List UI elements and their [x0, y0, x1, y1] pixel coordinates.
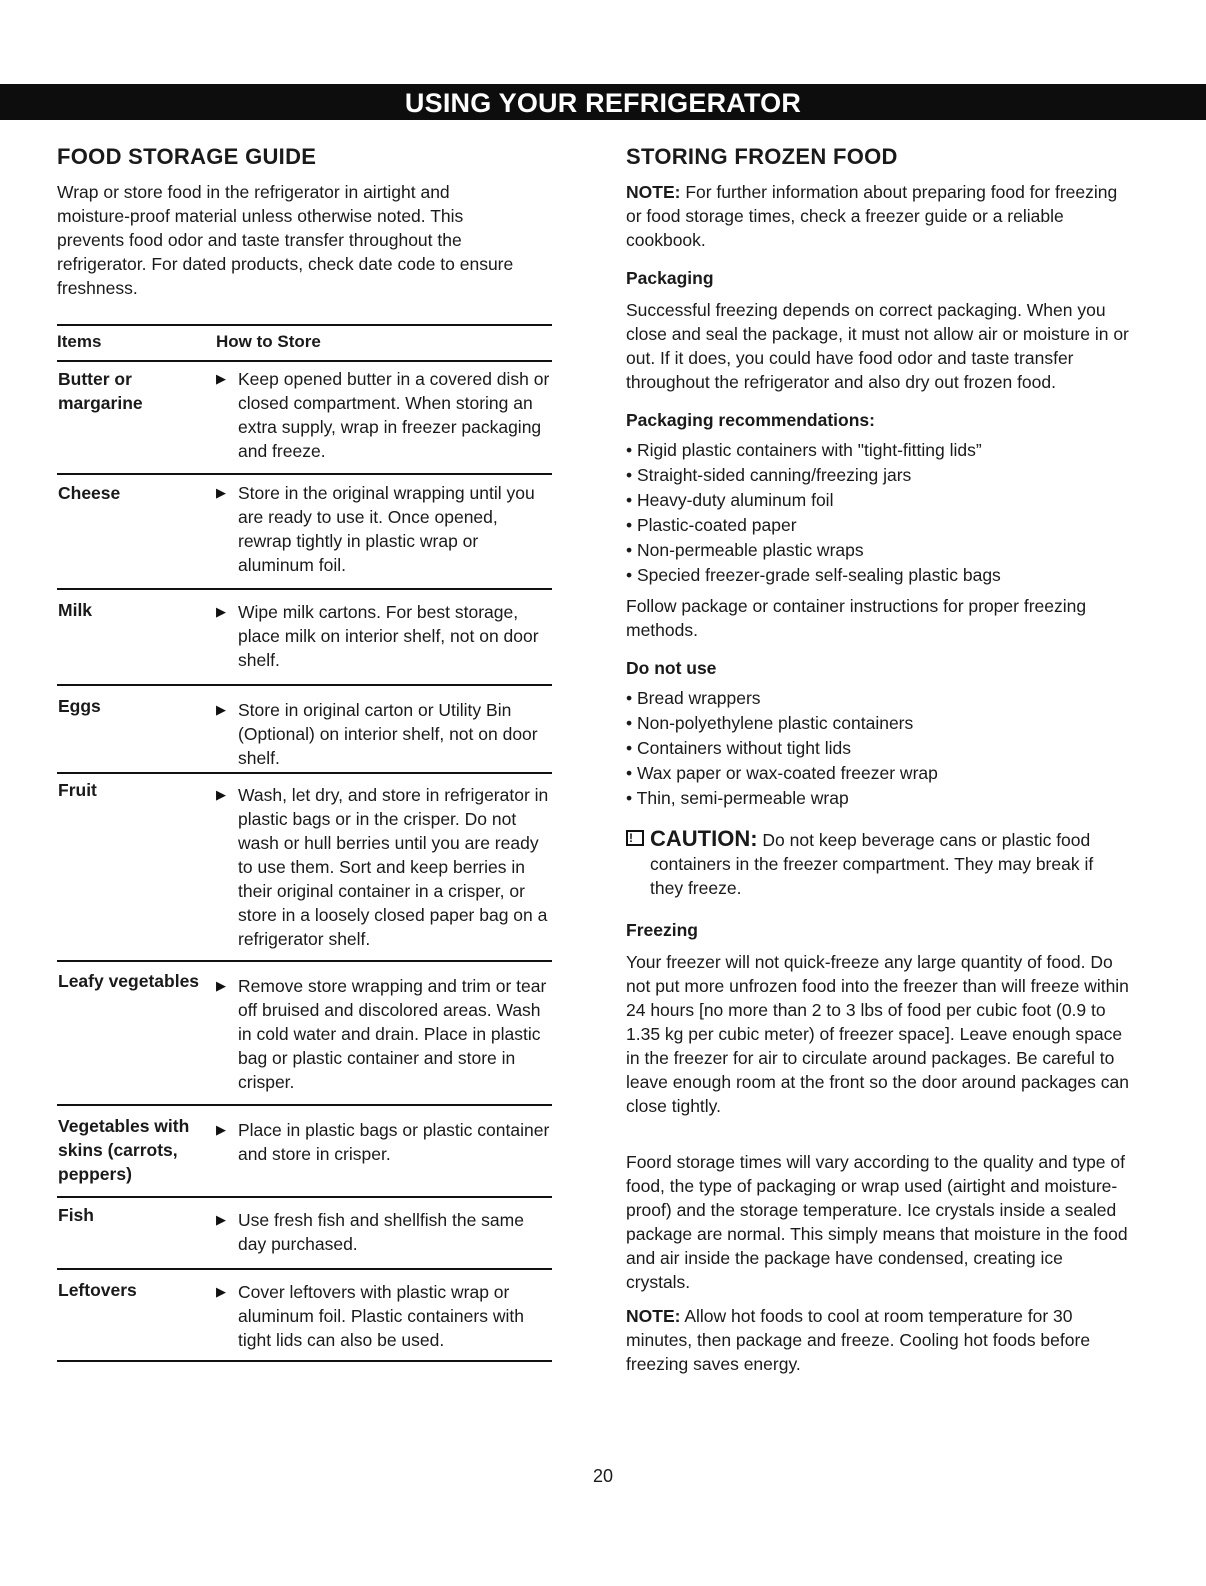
packaging-heading: Packaging	[626, 268, 714, 288]
list-item: • Non-polyethylene plastic containers	[626, 713, 914, 733]
note-text: For further information about preparing food for freezing or food storage times, check a freezer guide or a reliable cookbook.	[626, 182, 1118, 250]
item-name: Cheese	[57, 474, 216, 589]
how-to-store-text: Remove store wrapping and trim or tear off bruised and discolored areas. Wash in cold water and drain. Place in plastic bag or plastic container and store in crisper.	[238, 976, 547, 1092]
item-name: Vegetables with skins (carrots, peppers)	[57, 1105, 216, 1197]
pointer-arrow-icon: ▶	[216, 604, 226, 619]
list-item: • Specied freezer-grade self-sealing plastic bags	[626, 565, 1001, 585]
storage-times-paragraph: Foord storage times will vary according to the quality and type of food, the type of packaging or wrap used (airtight and moisture-proof) and the storage temperature. Ice crystals inside a sealed package are normal. This simply means that moisture in the food and air inside the package have condensed, creating ice crystals.	[626, 1152, 1128, 1292]
table-row	[57, 773, 552, 961]
food-storage-table	[57, 324, 552, 1362]
caution-label: CAUTION:	[650, 826, 758, 851]
table-row	[57, 961, 552, 1105]
how-to-store-text: Use fresh fish and shellfish the same day purchased.	[238, 1210, 524, 1254]
column-header-items: Items	[57, 325, 216, 361]
list-item: • Non-permeable plastic wraps	[626, 540, 864, 560]
note-label: NOTE:	[626, 1306, 681, 1326]
pointer-arrow-icon: ▶	[216, 787, 226, 802]
item-name: Leafy vegetables	[57, 961, 216, 1105]
do-not-use-list	[626, 686, 1131, 811]
table-row	[57, 474, 552, 589]
packaging-paragraph: Successful freezing depends on correct packaging. When you close and seal the package, it must not allow air or moisture in or out. If it does, you could have food odor and taste transfer throughout the refrigerator and also dry out frozen food.	[626, 300, 1129, 392]
note-text: Allow hot foods to cool at room temperature for 30 minutes, then package and freeze. Cooling hot foods before freezing saves energy.	[626, 1306, 1091, 1374]
how-to-store-text: Store in the original wrapping until you are ready to use it. Once opened, rewrap tightly in plastic wrap or aluminum foil.	[238, 483, 535, 575]
pointer-arrow-icon: ▶	[216, 1122, 226, 1137]
how-to-store-text: Place in plastic bags or plastic container and store in crisper.	[238, 1120, 550, 1164]
item-name: Milk	[57, 589, 216, 685]
item-name: Butter or margarine	[57, 361, 216, 474]
list-item: • Rigid plastic containers with "tight-fitting lids”	[626, 440, 982, 460]
caution-text: Do not keep beverage cans or plastic food containers in the freezer compartment. They may break if they freeze.	[650, 830, 1094, 898]
list-item: • Plastic-coated paper	[626, 515, 797, 535]
caution-text-block	[650, 827, 1131, 900]
pointer-arrow-icon: ▶	[216, 978, 226, 993]
how-to-store-text: Store in original carton or Utility Bin (Optional) on interior shelf, not on door shelf.	[238, 700, 538, 768]
packaging-recommendations-heading: Packaging recommendations:	[626, 410, 875, 430]
list-item: • Thin, semi-permeable wrap	[626, 788, 849, 808]
page-number: 20	[592, 1466, 614, 1486]
section-heading: STORING FROZEN FOOD	[626, 144, 898, 169]
table-row	[57, 1269, 552, 1361]
item-name: Fish	[57, 1197, 216, 1269]
recommendations-list	[626, 438, 1131, 588]
pointer-arrow-icon: ▶	[216, 485, 226, 500]
section-heading: FOOD STORAGE GUIDE	[57, 144, 317, 169]
food-storage-guide-section	[57, 142, 552, 1362]
list-item: • Bread wrappers	[626, 688, 761, 708]
freezing-paragraph: Your freezer will not quick-freeze any large quantity of food. Do not put more unfrozen food into the freezer than will freeze within 24 hours [no more than 2 to 3 lbs of food per cubic foot (0.9 to 1.35 kg per cubic meter) of freezer space]. Leave enough space in the freezer for air to circulate around packages. Be careful to leave enough room at the front so the door around packages can close tightly.	[626, 952, 1129, 1116]
freezing-heading: Freezing	[626, 920, 698, 940]
note-paragraph	[626, 1304, 1131, 1376]
item-name: Eggs	[57, 685, 216, 773]
caution-block	[626, 827, 1131, 900]
pointer-arrow-icon: ▶	[216, 1284, 226, 1299]
list-item: • Heavy-duty aluminum foil	[626, 490, 834, 510]
list-item: • Containers without tight lids	[626, 738, 851, 758]
how-to-store-text: Keep opened butter in a covered dish or closed compartment. When storing an extra supply, wrap in freezer packaging and freeze.	[238, 369, 550, 461]
storing-frozen-food-section	[626, 142, 1131, 1376]
how-to-store-text: Wash, let dry, and store in refrigerator in plastic bags or in the crisper. Do not wash or hull berries until you are ready to use them. Sort and keep berries in their original container in a crisper, or store in a loosely closed paper bag on a refrigerator shelf.	[238, 785, 549, 949]
note-label: NOTE:	[626, 182, 681, 202]
note-paragraph	[626, 180, 1131, 252]
table-row	[57, 589, 552, 685]
pointer-arrow-icon: ▶	[216, 1212, 226, 1227]
table-row	[57, 1105, 552, 1197]
pointer-arrow-icon: ▶	[216, 702, 226, 717]
list-item: • Straight-sided canning/freezing jars	[626, 465, 912, 485]
table-row	[57, 685, 552, 773]
how-to-store-text: Cover leftovers with plastic wrap or aluminum foil. Plastic containers with tight lids can also be used.	[238, 1282, 524, 1350]
warning-icon: !	[626, 830, 644, 846]
pointer-arrow-icon: ▶	[216, 371, 226, 386]
item-name: Leftovers	[57, 1269, 216, 1361]
table-row	[57, 1197, 552, 1269]
table-row	[57, 361, 552, 474]
column-header-how-to-store: How to Store	[216, 325, 552, 361]
follow-instructions-paragraph: Follow package or container instructions for proper freezing methods.	[626, 596, 1087, 640]
how-to-store-text: Wipe milk cartons. For best storage, place milk on interior shelf, not on door shelf.	[238, 602, 539, 670]
do-not-use-heading: Do not use	[626, 658, 717, 678]
item-name: Fruit	[57, 773, 216, 961]
list-item: • Wax paper or wax-coated freezer wrap	[626, 763, 938, 783]
page-banner-title: USING YOUR REFRIGERATOR	[0, 84, 1206, 120]
intro-paragraph: Wrap or store food in the refrigerator in airtight and moisture-proof material unless otherwise noted. This prevents food odor and taste transfer throughout the refrigerator. For dated products, check date code to ensure freshness.	[57, 182, 514, 298]
